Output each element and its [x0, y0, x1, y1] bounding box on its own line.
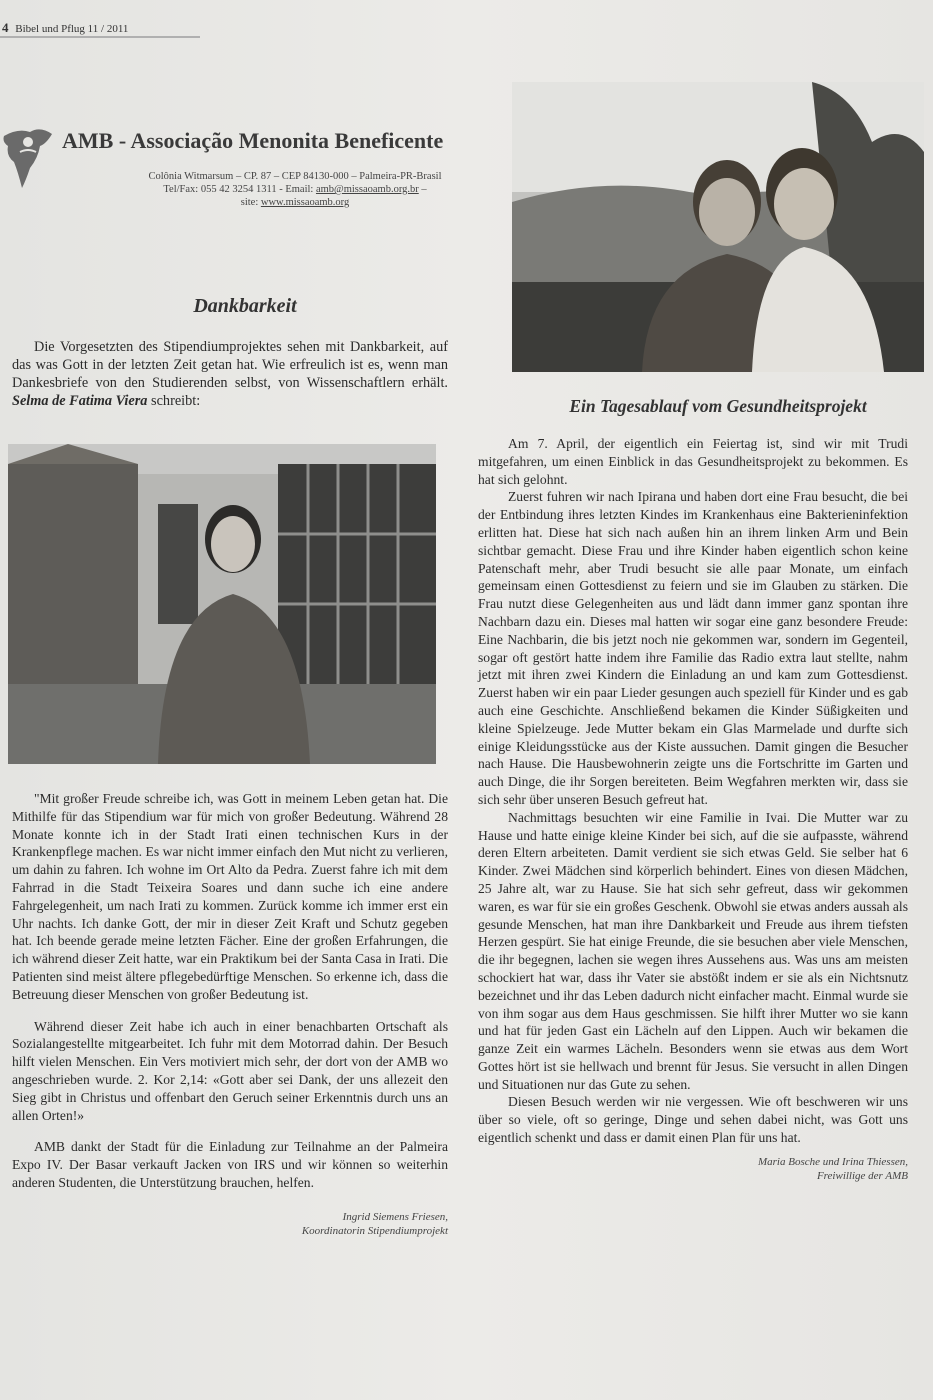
- org-title: AMB - Associação Menonita Beneficente: [62, 128, 444, 153]
- right-signature-name: Maria Bosche und Irina Thiessen,: [757, 1155, 908, 1168]
- article-paragraph: Nachmittags besuchten wir eine Familie in Ivai. Die Mutter war zu Hause und hatte einige kleine Kinder bei sich, auf die sie aufpasste, während deren Eltern arbeiteten. Damit verdient sie sich etwas Geld. Sie selber hat 6 Kinder. Zwei Mädchen sind körperlich behindert. Eines von diesen Mädchen, 25 Jahre alt, war zu Hause. Sie hat sich sehr gefreut, dass wir gekommen waren, es war für sie ein großes Geschenk. Obwohl sie etwas anders aussah als gesunde Menschen, hat man ihre Dankbarkeit und Freude aus ihrem tiefsten Herzen gespürt. Sie hat einige Freunde, die sie besuchen aber viele Menschen, die ihr begegnen, lachen sie wegen ihres Aussehens aus. Was uns am meisten schockiert hat war, dass ihr Vater sie abstößt indem er sie als ein Nichtsnutz bezeichnet und ihr das Leben dadurch nicht einfacher macht. Einmal wurde sie von ihm sogar aus dem Haus geschmissen. Sie hilft ihrer Mutter wo sie kann und hat für jeden Gast ein Lächeln auf den Lippen. Auch wir bekamen die ganze Zeit ein warmes Lächeln. Besonders wenn sie etwas aus dem Wort Gottes hört ist sie hellwach und brennt für Jesus. Sie versucht in allen Dingen und Situationen nur das Gute zu sehen.: [478, 809, 908, 1092]
- intro-text: Die Vorgesetzten des Stipendiumprojektes sehen mit Dankbarkeit, auf das was Gott in der letzten Zeit getan hat. Wie erfreulich ist es, wenn man Dankesbriefe von den Studierenden selbst, von Wissenschaftlern erhält.: [12, 339, 448, 391]
- org-site-line: [100, 196, 490, 209]
- volunteers-photo: [512, 82, 924, 372]
- org-address: Colônia Witmarsum – CP. 87 – CEP 84130-000 – Palmeira-PR-Brasil: [148, 171, 442, 182]
- left-signature-role: Koordinatorin Stipendiumprojekt: [301, 1224, 448, 1237]
- testimonial-paragraph: "Mit großer Freude schreibe ich, was Gott in meinem Leben getan hat. Die Mithilfe für das Stipendium war für mich von großer Bedeutung. Während 28 Monate konnte ich in der Stadt Irati einen technischen Kurs in der Krankenpflege machen. Es war nicht immer einfach den Mut nicht zu verlieren, um dahin zu fahren. Ich wohne im Ort Alto da Pedra. Zuerst fahre ich mit dem Fahrrad in die Stadt Teixeira Soares und dann suche ich eine andere Fahrgelegenheit, um nach Irati zu kommen. Zurück komme ich immer erst ein Uhr nachts. Ich danke Gott, der mir in dieser Zeit Kraft und Schutz gegeben hat. Ich beende gerade meine letzten Fächer. Eine der großen Erfahrungen, die ich während dieser Zeit hatte, war ein Praktikum bei der Santa Casa in Irati. Die Patienten sind meist ältere pflegebedürftige Menschen. So erkenne ich, dass die Betreuung dieser Menschen von großer Bedeutung ist.: [12, 791, 448, 1002]
- right-signature: [478, 1155, 908, 1183]
- testimonial-paragraph: Während dieser Zeit habe ich auch in einer benachbarten Ortschaft als Sozialangestellte mitgearbeitet. Ich fuhr mit dem Motorrad dahin. Der Besuch hilft vielen Menschen. Ein Vers motiviert mich sehr, der dort von der AMB wo angeschrieben wurde. 2. Kor 2,14: «Gott aber sei Dank, der uns allezeit den Sieg gibt in Christus und offenbart den Geruch seiner Erkenntnis durch uns an allen Orten!»: [12, 1018, 448, 1123]
- org-address-block: [100, 170, 490, 209]
- right-signature-role: Freiwillige der AMB: [816, 1169, 908, 1182]
- org-phone: Tel/Fax: 055 42 3254 1311 - Email:: [163, 184, 316, 195]
- journal-name: Bibel und Pflug 11 / 2011: [15, 23, 129, 35]
- org-contact: Tel/Fax: 055 42 3254 1311 - Email: amb@missaoamb.org.br –: [163, 184, 427, 195]
- left-signature: [12, 1210, 448, 1238]
- org-site-label: site:: [240, 197, 261, 208]
- heading-dankbarkeit: Dankbarkeit: [193, 295, 297, 317]
- intro-paragraph: [12, 338, 448, 410]
- heading-tagesablauf: Ein Tagesablauf vom Gesundheitsprojekt: [569, 396, 867, 416]
- article-text: [478, 435, 908, 1183]
- intro-end: schreibt:: [151, 393, 201, 409]
- left-signature-name: Ingrid Siemens Friesen,: [342, 1210, 448, 1223]
- testimonial-text: [12, 790, 448, 1238]
- article-paragraph: Am 7. April, der eigentlich ein Feiertag ist, sind wir mit Trudi mitgefahren, um einen Einblick in das Gesundheitsprojekt zu bekommen. Es hat sich gelohnt.: [478, 436, 908, 487]
- article-paragraph: Diesen Besuch werden wir nie vergessen. Wie oft beschweren wir uns über so viele, oft so geringe, Dinge und sehen dabei nicht, was Gott uns eigentlich schenkt und dass er damit einen Plan für uns hat.: [478, 1094, 908, 1146]
- org-site: www.missaoamb.org: [260, 197, 350, 208]
- intro-author: Selma de Fatima Viera: [12, 393, 148, 409]
- testimonial-paragraph: AMB dankt der Stadt für die Einladung zur Teilnahme an der Palmeira Expo IV. Der Basar verkauft Jacken von IRS und wir können so weiterhin anderen Studenten, die Unterstützung brauchen, helfen.: [12, 1139, 448, 1190]
- org-email: amb@missaoamb.org.br: [315, 184, 419, 195]
- page-number: 4: [2, 20, 9, 35]
- article-paragraph: Zuerst fuhren wir nach Ipirana und haben dort eine Frau besucht, die bei der Entbindung ihres letzten Kindes im Krankenhaus eine Bakterieninfektion erlitten hat. Diese hat sich nach außen hin an ihrem linken Arm und Bein sichtbar gemacht. Diese Frau und ihre Kinder haben eigentlich schon keine Patenschaft mehr, aber Trudi besucht sie alle paar Monate, um einfach gemeinsam einen Gottesdienst zu feiern und sie im Glauben zu stärken. Die Frau nutzt diese Gelegenheiten aus und lädt dann immer ganz spontan ihre Nachbarn dazu ein. Dieses mal hatten wir sogar eine ganz besondere Freude: Eine Nachbarin, die bis jetzt noch nie gekommen war, sondern im Gegenteil, sogar oft gestört hatte indem ihre Familie das Radio extra laut stellte, nahm jetzt mit ihren zwei Kindern die Einladung an und kam zum Gottesdienst. Zuerst haben wir ein paar Lieder gesungen auch speziell für Kinder und es gab auch eine Geschichte. Anschließend bekamen die Kinder Süßigkeiten und kleine Spielzeuge. Jede Mutter bekam ein Glas Marmelade und durfte sich einige Kleidungsstücke aus der Kiste aussuchen. Damit gingen die Besucher nach Hause. Die Hausbewohnerin zeigte uns die Fortschritte im Garten und auch Dinge, die ihr Sorgen bereiteten. Beim Wegfahren merkten wir, dass sie sich sehr über unseren Besuch gefreut hat.: [478, 489, 908, 807]
- amb-logo-icon: [0, 122, 56, 192]
- running-header: [2, 20, 128, 36]
- student-photo: [8, 444, 436, 764]
- header-rule: [0, 36, 200, 38]
